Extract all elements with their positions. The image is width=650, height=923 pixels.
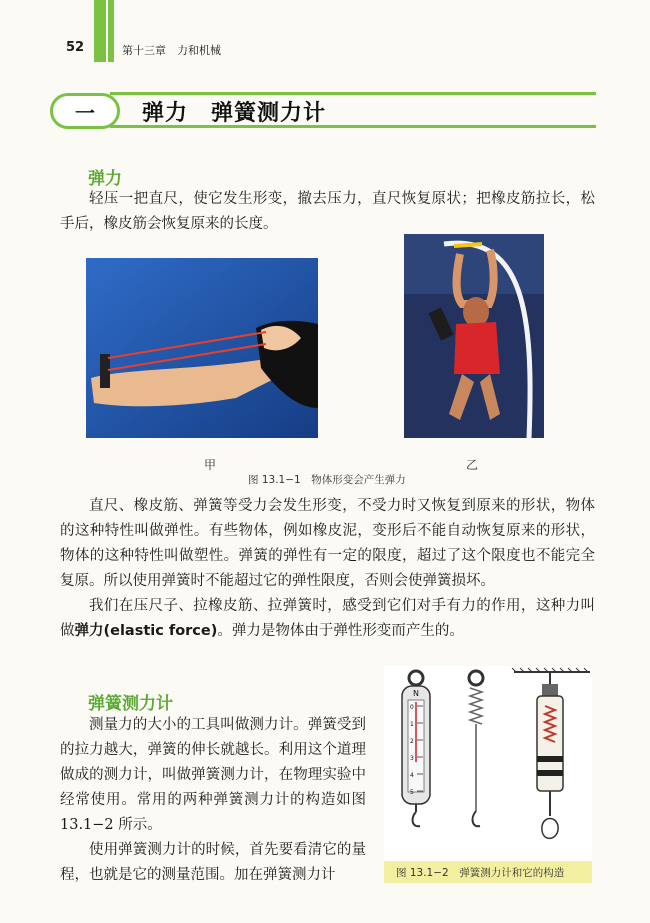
chapter-title: 第十三章 力和机械 (122, 44, 221, 57)
scale-tick-label: 4 (410, 772, 414, 779)
section-title: 弹力 弹簧测力计 (142, 101, 327, 126)
page-number: 52 (66, 40, 85, 55)
scale-tick-label: 3 (410, 755, 414, 762)
slingshot-illustration (86, 258, 318, 438)
photo-pole-vault (404, 234, 544, 438)
elastic-force-text-before: 我们在压尺子、拉橡皮筋、拉弹簧时，感受到它们对手有力的作用，这种力叫做 (60, 598, 595, 639)
paragraph-elasticity: 直尺、橡皮筋、弹簧等受力会发生形变，不受力时又恢复到原来的形状，物体的这种特性叫做弹性。有些物体，例如橡皮泥，变形后不能自动恢复原来的形状，物体的这种特性叫做塑性。弹簧的弹性有一定的限度，超过了这个限度也不能完全复原。所以使用弹簧时不能超过它的弹性限度，否则会使弹簧损坏。 (60, 498, 595, 589)
scale-tick-label: 0 (410, 704, 414, 711)
paragraph-elastic-intro: 轻压一把直尺，使它发生形变，撤去压力，直尺恢复原状；把橡皮筋拉长，松手后，橡皮筋会恢复原来的长度。 (60, 191, 595, 232)
pole-vault-illustration (404, 234, 544, 438)
subheading-spring-scale: 弹簧测力计 (88, 694, 173, 714)
figure1-caption: 图 13.1−1 物体形变会产生弹力 (248, 474, 406, 486)
elastic-force-text-after: 。弹力是物体由于弹性形变而产生的。 (217, 623, 464, 639)
scale-tick-label: 5 (410, 789, 414, 796)
scale-tick-label: 1 (410, 721, 414, 728)
header-accent-bar-thin (108, 0, 114, 62)
dial-letter: N (413, 689, 419, 698)
paragraph-spring-scale-range: 使用弹簧测力计的时候，首先要看清它的量程，也就是它的测量范围。加在弹簧测力计 (60, 842, 366, 883)
elastic-force-term: 弹力(elastic force) (74, 623, 218, 639)
photo-slingshot (86, 258, 318, 438)
paragraph-spring-scale: 测量力的大小的工具叫做测力计。弹簧受到的拉力越大，弹簧的伸长就越长。利用这个道理做成的测力计，叫做弹簧测力计，在物理实验中经常使用。常用的两种弹簧测力计的构造如图 13.1−2 所示。 (60, 717, 366, 833)
spring-scale-diagram (384, 666, 592, 861)
header-accent-bar (94, 0, 106, 62)
figure1-label-b: 乙 (466, 458, 479, 472)
figure2-caption: 图 13.1−2 弹簧测力计和它的构造 (384, 861, 592, 883)
figure-spring-scales (384, 666, 592, 882)
section-heading (50, 92, 596, 128)
heading-rule-top (110, 92, 596, 95)
figure1-label-a: 甲 (204, 458, 217, 472)
section-number-badge: 一 (50, 93, 120, 129)
scale-tick-label: 2 (410, 738, 414, 745)
paragraph-elastic-force (60, 594, 595, 644)
subheading-elastic-force: 弹力 (88, 169, 122, 189)
